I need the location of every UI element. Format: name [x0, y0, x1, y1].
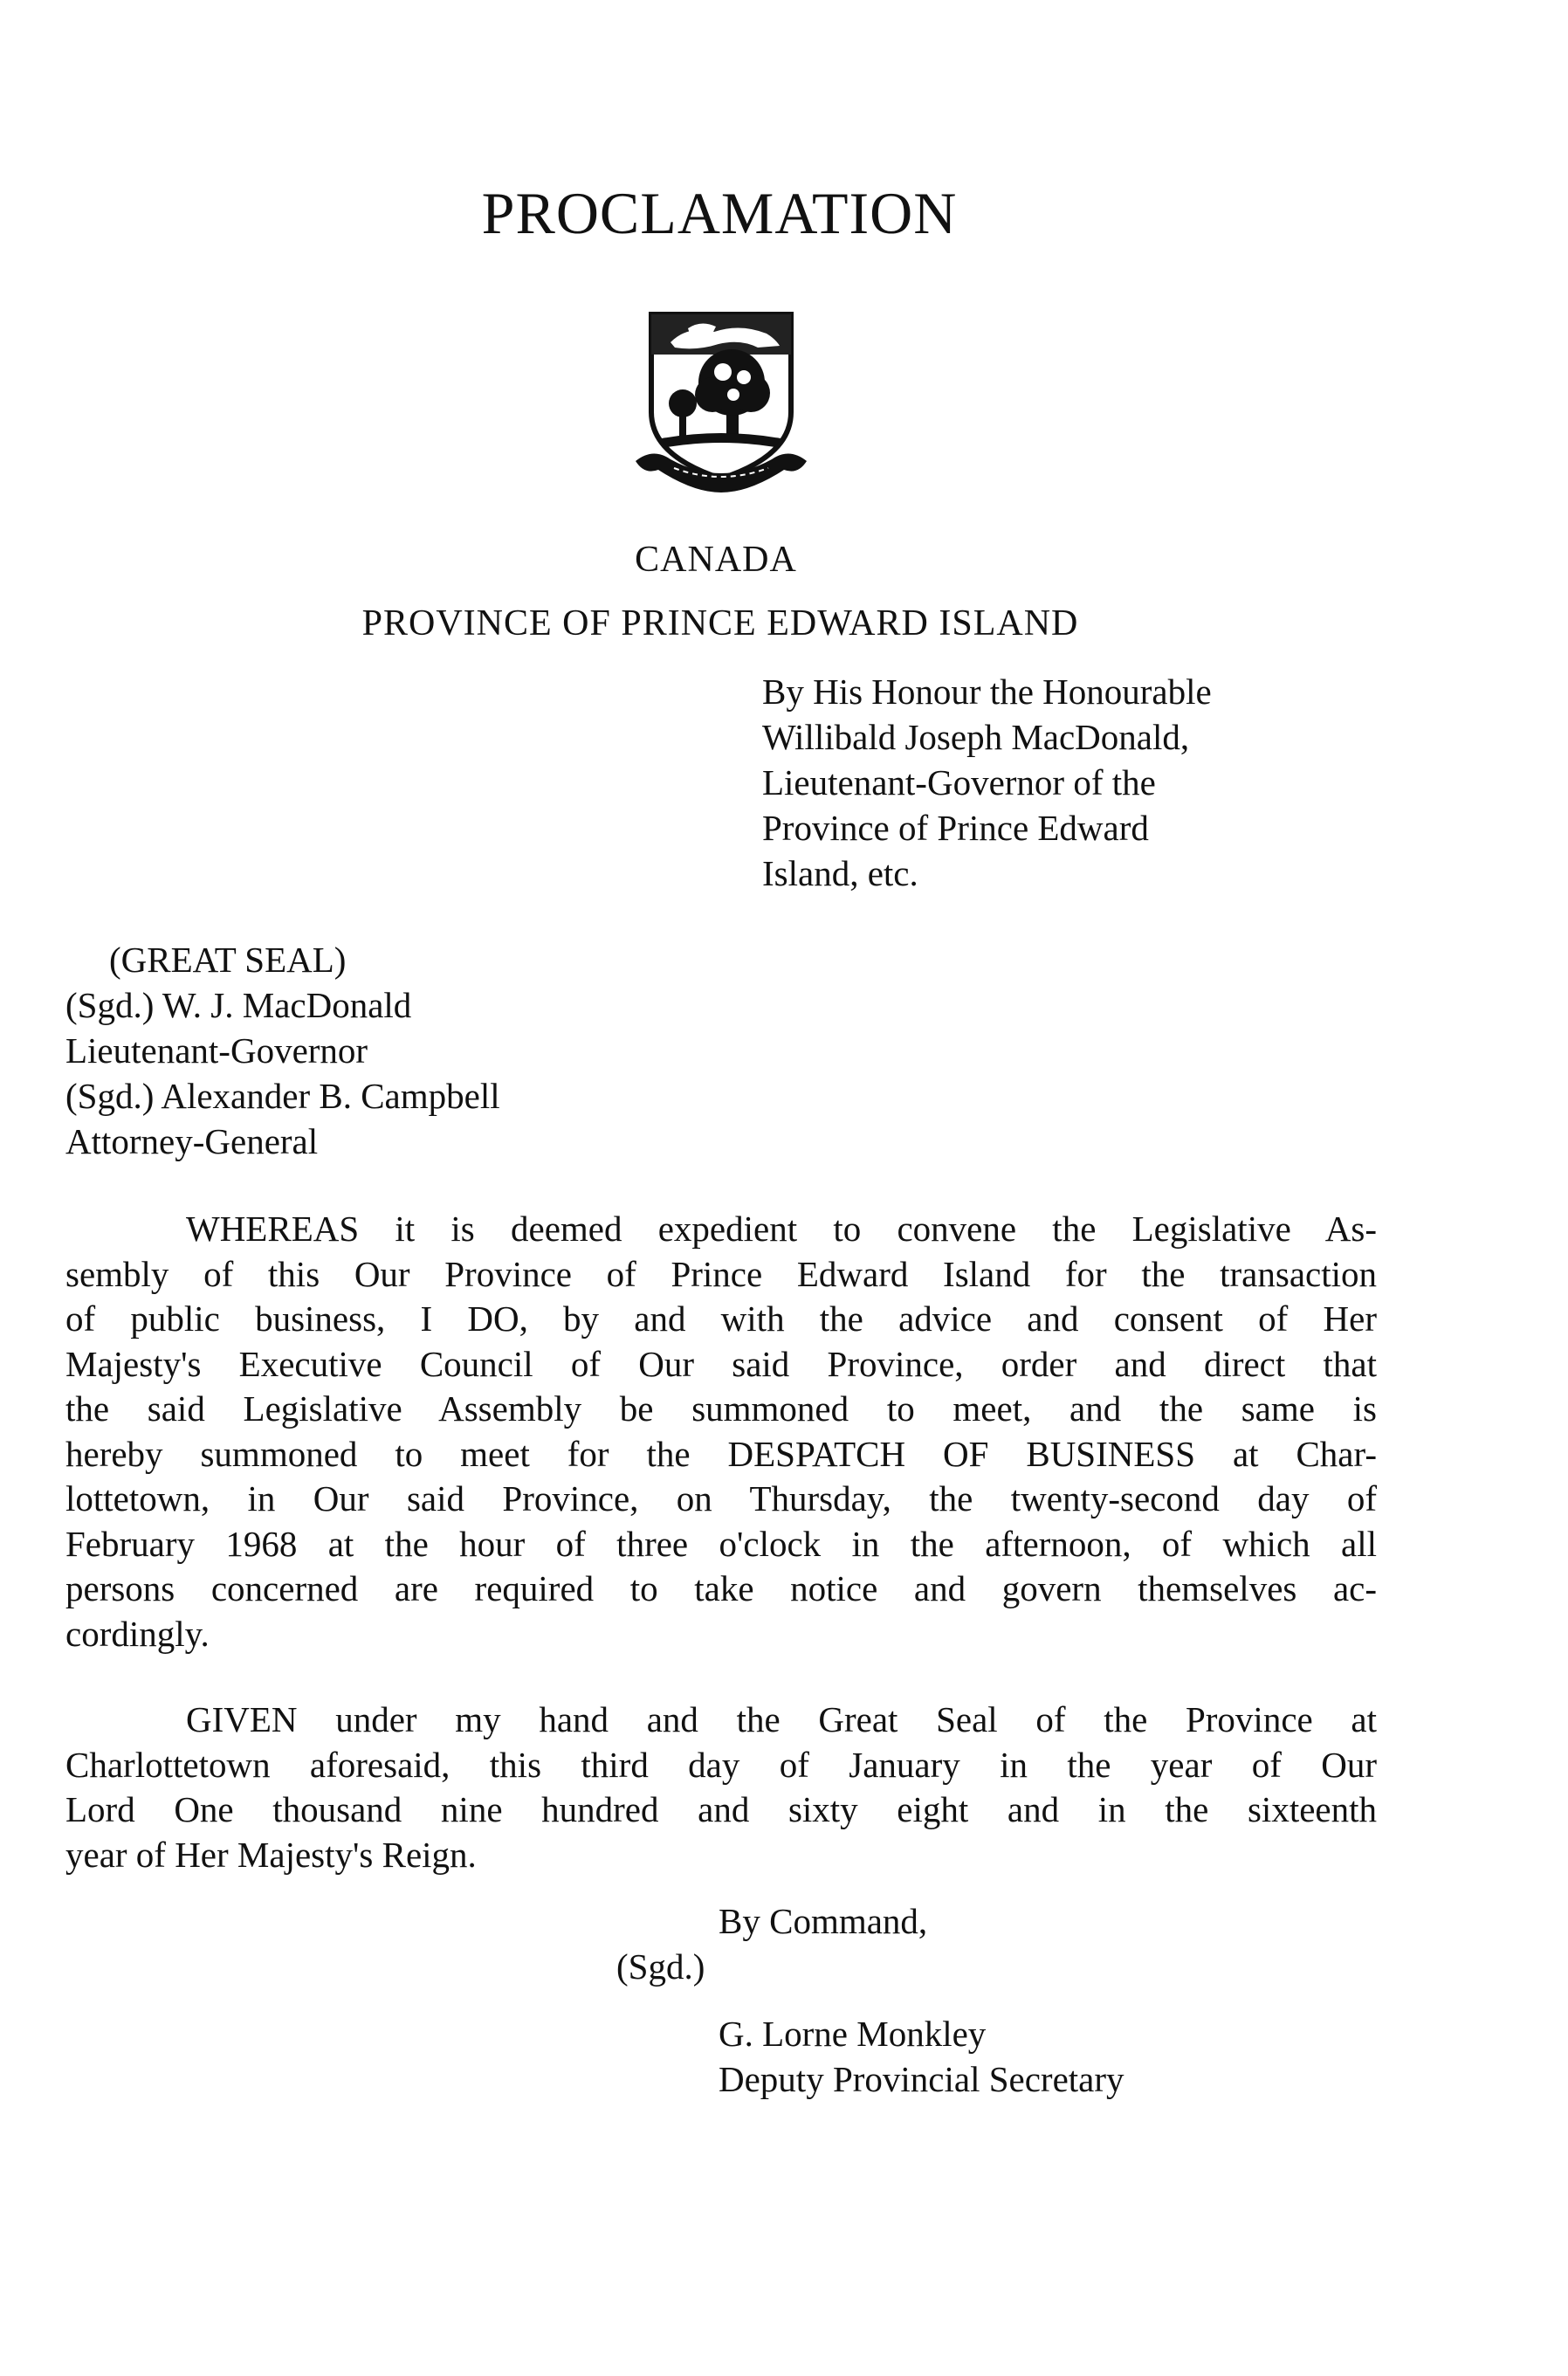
attorney-signature: (Sgd.) Alexander B. Campbell: [65, 1076, 500, 1116]
governor-signature: (Sgd.) W. J. MacDonald: [65, 985, 412, 1025]
paragraph-line: the said Legislative Assembly be summoned to meet, and the same is: [65, 1388, 1377, 1429]
attorney-title: Attorney-General: [65, 1121, 319, 1161]
by-command-text: By Command,: [719, 1901, 928, 1941]
governor-title: Lieutenant-Governor: [65, 1030, 368, 1071]
paragraph-line: Majesty's Executive Council of Our said Province, order and direct that: [65, 1343, 1377, 1384]
paragraph-line: of public business, I DO, by and with the advice and consent of Her: [65, 1298, 1377, 1339]
secretary-name: G. Lorne Monkley: [719, 2014, 987, 2054]
secretary-title: Deputy Provincial Secretary: [719, 2059, 1124, 2099]
honour-line: Province of Prince Edward: [762, 808, 1149, 848]
honour-line: Willibald Joseph MacDonald,: [762, 717, 1190, 757]
closing-sgd-text: (Sgd.): [616, 1946, 705, 1987]
paragraph-line: persons concerned are required to take notice and govern themselves ac-: [65, 1568, 1377, 1608]
page-title: PROCLAMATION: [481, 180, 958, 246]
paragraph-line: lottetown, in Our said Province, on Thursday, the twenty-second day of: [65, 1478, 1377, 1519]
signatories-block: [65, 937, 500, 1164]
paragraph-line: year of Her Majesty's Reign.: [65, 1834, 477, 1875]
given-paragraph: [65, 1698, 1377, 1877]
honour-line: Lieutenant-Governor of the: [762, 762, 1156, 802]
pei-coat-of-arms-icon: [636, 307, 807, 496]
closing-signature-block: [719, 2011, 1124, 2102]
paragraph-line: WHEREAS it is deemed expedient to convene the Legislative As-: [186, 1209, 1377, 1249]
paragraph-line: sembly of this Our Province of Prince Edward Island for the transaction: [65, 1253, 1377, 1294]
paragraph-line: GIVEN under my hand and the Great Seal of the Province at: [186, 1699, 1377, 1739]
province-heading: PROVINCE OF PRINCE EDWARD ISLAND: [361, 603, 1079, 644]
paragraph-line: February 1968 at the hour of three o'clock in the afternoon, of which all: [65, 1523, 1377, 1564]
paragraph-line: Lord One thousand nine hundred and sixty eight and in the sixteenth: [65, 1789, 1377, 1829]
honour-line: Island, etc.: [762, 853, 918, 893]
paragraph-line: cordingly.: [65, 1613, 210, 1654]
honour-block: [762, 669, 1212, 896]
honour-line: By His Honour the Honourable: [762, 671, 1212, 712]
whereas-paragraph: [65, 1207, 1377, 1656]
paragraph-line: hereby summoned to meet for the DESPATCH OF BUSINESS at Char-: [65, 1433, 1377, 1474]
country-heading: CANADA: [635, 540, 797, 580]
paragraph-line: Charlottetown aforesaid, this third day of January in the year of Our: [65, 1744, 1377, 1785]
great-seal-label: (GREAT SEAL): [109, 940, 347, 980]
